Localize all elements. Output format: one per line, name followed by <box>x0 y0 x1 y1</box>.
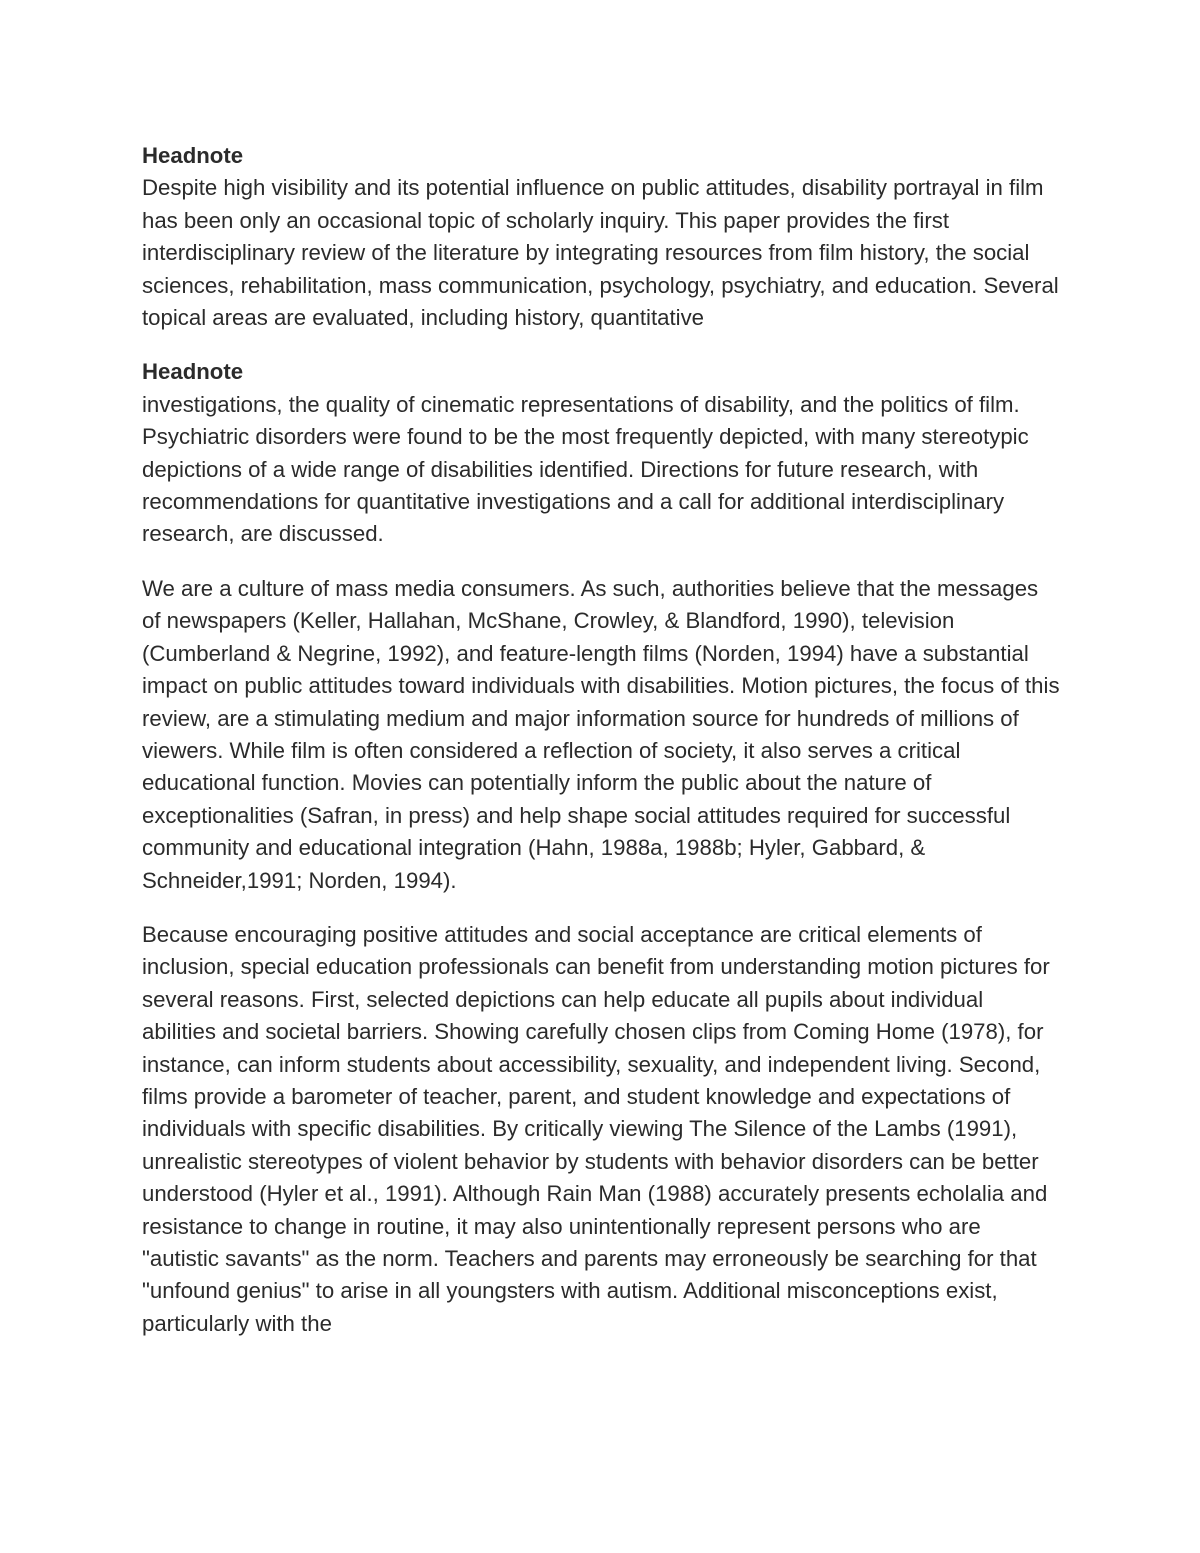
body-paragraph-1: We are a culture of mass media consumers. As such, authorities believe that the messages of newspapers (Keller, Hallahan, McShane, Crowley, & Blandford, 1990), television (Cumberland & Negrine, 1992), and feature-length films (Norden, 1994) have a substantial impact on public attitudes toward individuals with disabilities. Motion pictures, the focus of this review, are a stimulating medium and major information source for hundreds of millions of viewers. While film is often considered a reflection of society, it also serves a critical educational function. Movies can potentially inform the public about the nature of exceptionalities (Safran, in press) and help shape social attitudes required for successful community and educational integration (Hahn, 1988a, 1988b; Hyler, Gabbard, & Schneider,1991; Norden, 1994). <box>142 575 1060 893</box>
section-text: investigations, the quality of cinematic representations of disability, and the politics of film. Psychiatric disorders were found to be the most frequently depicted, with many stereotypic depictions of a wide range of disabilities identified. Directions for future research, with recommendations for quantitative investigations and a call for additional interdisciplinary research, are discussed. <box>142 391 1029 547</box>
section-heading: Headnote <box>142 143 244 168</box>
headnote-section-1 <box>142 140 1060 334</box>
body-paragraph-2: Because encouraging positive attitudes and social acceptance are critical elements of inclusion, special education professionals can benefit from understanding motion pictures for several reasons. First, selected depictions can help educate all pupils about individual abilities and societal barriers. Showing carefully chosen clips from Coming Home (1978), for instance, can inform students about accessibility, sexuality, and independent living. Second, films provide a barometer of teacher, parent, and student knowledge and expectations of individuals with specific disabilities. By critically viewing The Silence of the Lambs (1991), unrealistic stereotypes of violent behavior by students with behavior disorders can be better understood (Hyler et al., 1991). Although Rain Man (1988) accurately presents echolalia and resistance to change in routine, it may also unintentionally represent persons who are "autistic savants" as the norm. Teachers and parents may erroneously be searching for that "unfound genius" to arise in all youngsters with autism. Additional misconceptions exist, particularly with the <box>142 921 1050 1336</box>
headnote-section-2 <box>142 356 1060 550</box>
section-text: Despite high visibility and its potential influence on public attitudes, disability portrayal in film has been only an occasional topic of scholarly inquiry. This paper provides the first interdisciplinary review of the literature by integrating resources from film history, the social sciences, rehabilitation, mass communication, psychology, psychiatry, and education. Several topical areas are evaluated, including history, quantitative <box>142 175 1059 331</box>
section-heading: Headnote <box>142 359 244 385</box>
